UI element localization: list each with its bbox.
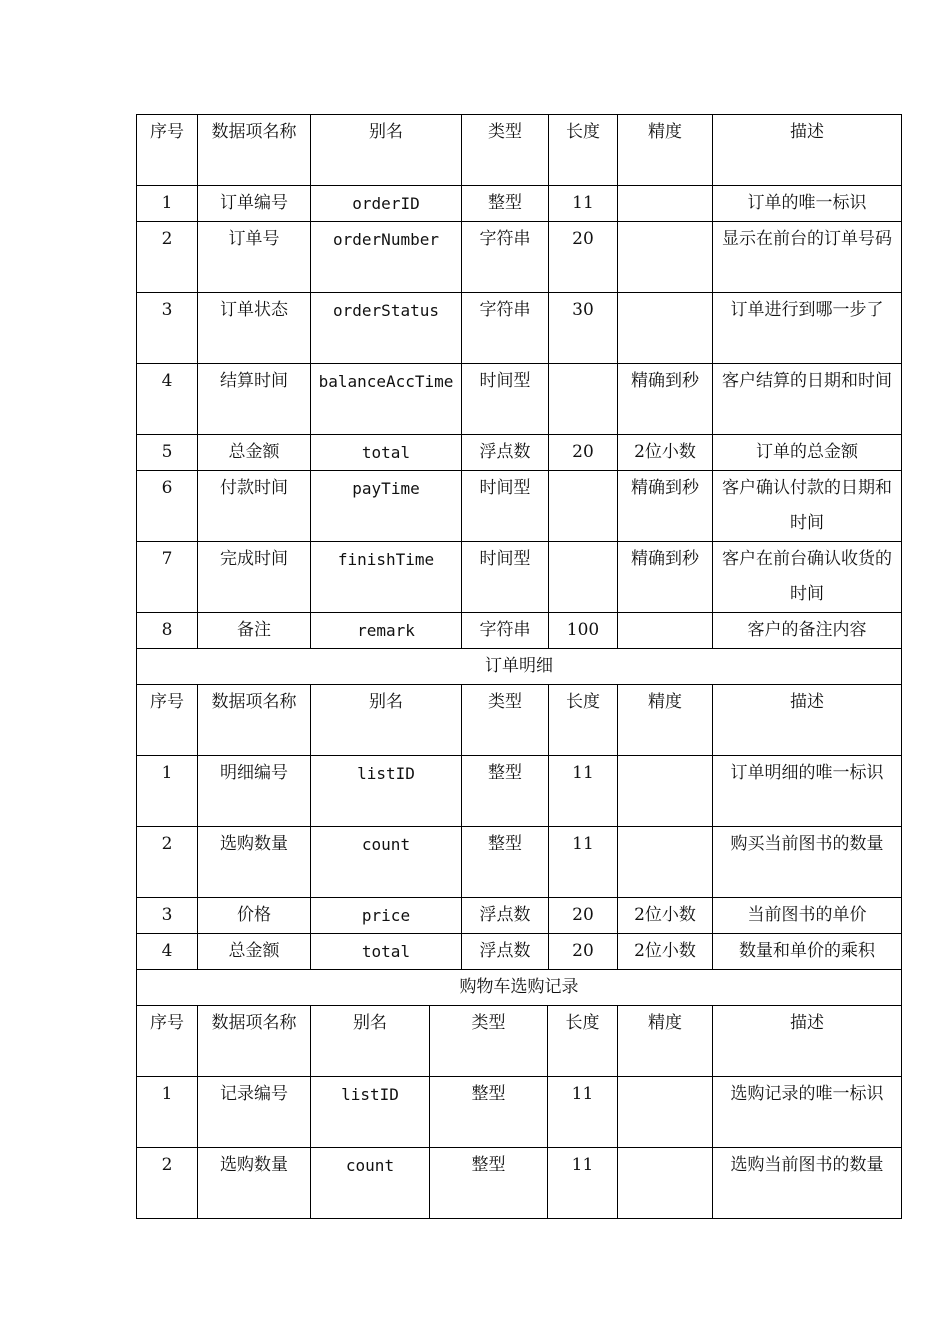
table-cell (549, 364, 618, 434)
table-cell: 备注 (198, 613, 311, 648)
table-cell: 精确到秒 (618, 364, 713, 434)
table-cell: remark (311, 613, 462, 648)
table-cell: orderID (311, 186, 462, 221)
header-cell: 序号 (137, 1006, 198, 1076)
table-header-row (137, 685, 902, 756)
table-cell: 订单编号 (198, 186, 311, 221)
table-row (137, 613, 902, 649)
table-cell: 付款时间 (198, 471, 311, 541)
section-title: 购物车选购记录 (137, 970, 902, 1005)
table-cell: total (311, 934, 462, 969)
table-row (137, 1148, 902, 1219)
header-cell: 精度 (618, 115, 713, 185)
table-cell (618, 613, 713, 648)
table-cell: 浮点数 (462, 934, 549, 969)
table-cell: 11 (548, 1077, 618, 1147)
table-cell: 20 (549, 222, 618, 292)
table-cell: 30 (549, 293, 618, 363)
table-cell: 总金额 (198, 435, 311, 470)
table-cell: 8 (137, 613, 198, 648)
table-cell: balanceAccTime (311, 364, 462, 434)
header-cell: 别名 (311, 115, 462, 185)
table-cell: 1 (137, 1077, 198, 1147)
table-row (137, 1077, 902, 1148)
header-cell: 精度 (618, 1006, 713, 1076)
table-cell: 客户在前台确认收货的时间 (713, 542, 902, 612)
header-cell: 序号 (137, 685, 198, 755)
table-cell: 11 (548, 1148, 618, 1218)
table-cell: 1 (137, 756, 198, 826)
header-cell: 长度 (548, 1006, 618, 1076)
table-cell: 明细编号 (198, 756, 311, 826)
table-cell: 价格 (198, 898, 311, 933)
table-cell: 记录编号 (198, 1077, 311, 1147)
table-cell: 11 (549, 827, 618, 897)
table-cell (549, 542, 618, 612)
table-cell: finishTime (311, 542, 462, 612)
header-cell: 描述 (713, 685, 902, 755)
header-cell: 类型 (462, 115, 549, 185)
table-cell: 11 (549, 186, 618, 221)
table-cell: 浮点数 (462, 435, 549, 470)
table-cell: 1 (137, 186, 198, 221)
data-dictionary-table (136, 114, 902, 1219)
table-row (137, 364, 902, 435)
table-cell: 订单的总金额 (713, 435, 902, 470)
table-cell: 精确到秒 (618, 471, 713, 541)
header-cell: 描述 (713, 1006, 902, 1076)
table-cell: 2 (137, 222, 198, 292)
table-cell: 100 (549, 613, 618, 648)
table-row (137, 542, 902, 613)
table-cell (618, 1148, 713, 1218)
header-cell: 数据项名称 (198, 1006, 311, 1076)
table-cell: 3 (137, 293, 198, 363)
table-cell: 2 (137, 1148, 198, 1218)
table-row (137, 293, 902, 364)
table-cell (618, 1077, 713, 1147)
table-cell: 选购数量 (198, 827, 311, 897)
table-cell: 显示在前台的订单号码 (713, 222, 902, 292)
table-cell: 2位小数 (618, 898, 713, 933)
table-cell: 订单进行到哪一步了 (713, 293, 902, 363)
table-cell: 2 (137, 827, 198, 897)
table-cell: 整型 (462, 186, 549, 221)
table-cell: 4 (137, 364, 198, 434)
table-cell: 20 (549, 934, 618, 969)
table-cell: 2位小数 (618, 934, 713, 969)
table-cell: 字符串 (462, 222, 549, 292)
table-cell: 时间型 (462, 542, 549, 612)
section-title-row (137, 649, 902, 685)
header-cell: 类型 (462, 685, 549, 755)
table-cell: count (311, 1148, 430, 1218)
table-row (137, 827, 902, 898)
table-cell: 3 (137, 898, 198, 933)
header-cell: 类型 (430, 1006, 548, 1076)
table-cell: 当前图书的单价 (713, 898, 902, 933)
table-cell: 订单明细的唯一标识 (713, 756, 902, 826)
table-cell: 整型 (462, 827, 549, 897)
table-row (137, 898, 902, 934)
table-cell: 5 (137, 435, 198, 470)
table-cell (618, 827, 713, 897)
header-cell: 长度 (549, 685, 618, 755)
table-cell: 7 (137, 542, 198, 612)
table-cell: 客户确认付款的日期和时间 (713, 471, 902, 541)
table-cell: 字符串 (462, 613, 549, 648)
table-cell: payTime (311, 471, 462, 541)
header-cell: 长度 (549, 115, 618, 185)
table-cell: 选购记录的唯一标识 (713, 1077, 902, 1147)
table-cell: 20 (549, 898, 618, 933)
header-cell: 数据项名称 (198, 115, 311, 185)
table-cell: price (311, 898, 462, 933)
table-cell: listID (311, 756, 462, 826)
table-cell: 整型 (430, 1077, 548, 1147)
table-cell (549, 471, 618, 541)
header-cell: 别名 (311, 685, 462, 755)
header-cell: 序号 (137, 115, 198, 185)
table-cell: 时间型 (462, 471, 549, 541)
table-cell: 6 (137, 471, 198, 541)
table-cell: 浮点数 (462, 898, 549, 933)
table-cell: 总金额 (198, 934, 311, 969)
table-cell (618, 293, 713, 363)
table-cell: 订单的唯一标识 (713, 186, 902, 221)
table-cell: 20 (549, 435, 618, 470)
header-cell: 精度 (618, 685, 713, 755)
table-cell: 11 (549, 756, 618, 826)
table-cell: orderStatus (311, 293, 462, 363)
table-row (137, 471, 902, 542)
table-cell: orderNumber (311, 222, 462, 292)
table-cell: 2位小数 (618, 435, 713, 470)
table-row (137, 435, 902, 471)
table-cell: listID (311, 1077, 430, 1147)
table-row (137, 222, 902, 293)
table-cell: total (311, 435, 462, 470)
table-cell (618, 186, 713, 221)
table-header-row (137, 115, 902, 186)
table-cell: 精确到秒 (618, 542, 713, 612)
table-cell: 订单号 (198, 222, 311, 292)
table-cell: 时间型 (462, 364, 549, 434)
section-title-row (137, 970, 902, 1006)
table-cell: 选购数量 (198, 1148, 311, 1218)
header-cell: 数据项名称 (198, 685, 311, 755)
table-cell: 4 (137, 934, 198, 969)
table-row (137, 934, 902, 970)
table-cell: 订单状态 (198, 293, 311, 363)
table-cell (618, 222, 713, 292)
table-cell: 整型 (430, 1148, 548, 1218)
table-row (137, 756, 902, 827)
section-title: 订单明细 (137, 649, 902, 684)
table-cell: 购买当前图书的数量 (713, 827, 902, 897)
table-cell: count (311, 827, 462, 897)
table-cell: 字符串 (462, 293, 549, 363)
table-cell: 完成时间 (198, 542, 311, 612)
table-cell: 选购当前图书的数量 (713, 1148, 902, 1218)
table-cell: 客户的备注内容 (713, 613, 902, 648)
header-cell: 描述 (713, 115, 902, 185)
table-cell: 数量和单价的乘积 (713, 934, 902, 969)
table-cell (618, 756, 713, 826)
table-row (137, 186, 902, 222)
table-cell: 客户结算的日期和时间 (713, 364, 902, 434)
table-header-row (137, 1006, 902, 1077)
table-cell: 整型 (462, 756, 549, 826)
table-cell: 结算时间 (198, 364, 311, 434)
header-cell: 别名 (311, 1006, 430, 1076)
